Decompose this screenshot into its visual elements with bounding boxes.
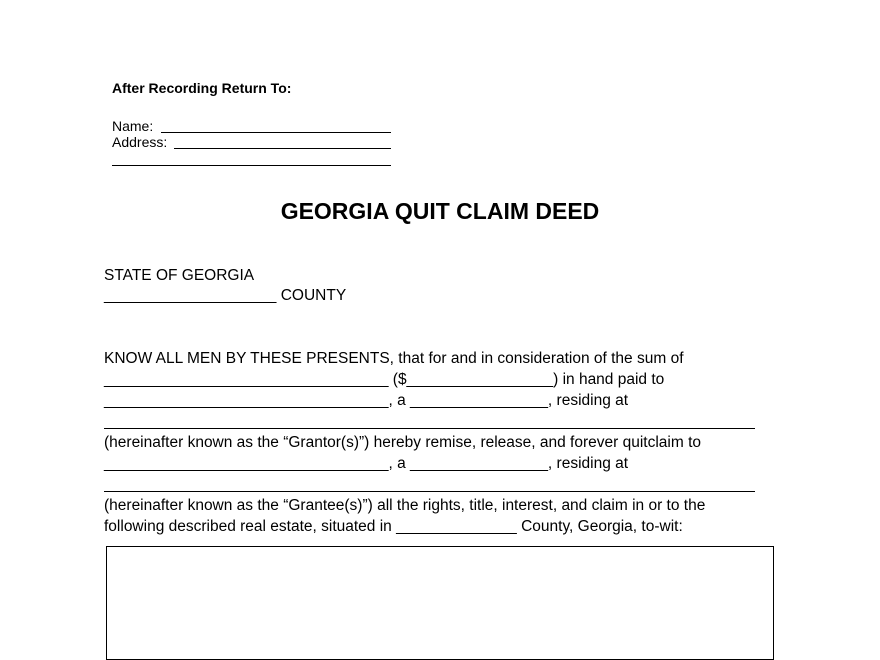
body-line-grantor-name[interactable]: _________________________________, a ________________, residing at	[104, 392, 629, 409]
body-line-property-location[interactable]: following described real estate, situated in ______________ County, Georgia, to-wit:	[104, 518, 683, 535]
body-line-amount[interactable]: _________________________________ ($_________________) in hand paid to	[104, 371, 665, 388]
grantee-address-line[interactable]	[104, 491, 755, 492]
address-field-line-2[interactable]	[112, 165, 391, 166]
name-label: Name:	[112, 118, 154, 134]
state-line: STATE OF GEORGIA	[104, 267, 255, 284]
name-field-line[interactable]	[161, 132, 391, 133]
county-line[interactable]: ____________________ COUNTY	[104, 287, 347, 304]
return-to-heading: After Recording Return To:	[112, 80, 292, 96]
grantor-address-line[interactable]	[104, 428, 755, 429]
body-line-grantor-quitclaim: (hereinafter known as the “Grantor(s)”) hereby remise, release, and forever quitclaim to	[104, 434, 701, 451]
body-line-consideration: KNOW ALL MEN BY THESE PRESENTS, that for and in consideration of the sum of	[104, 350, 684, 367]
body-line-grantee-name[interactable]: _________________________________, a ________________, residing at	[104, 455, 629, 472]
body-line-grantee-rights: (hereinafter known as the “Grantee(s)”) all the rights, title, interest, and claim in or to the	[104, 497, 706, 514]
legal-description-box[interactable]	[106, 546, 774, 660]
document-title: GEORGIA QUIT CLAIM DEED	[280, 198, 600, 224]
address-label: Address:	[112, 134, 168, 150]
address-field-line[interactable]	[174, 148, 391, 149]
